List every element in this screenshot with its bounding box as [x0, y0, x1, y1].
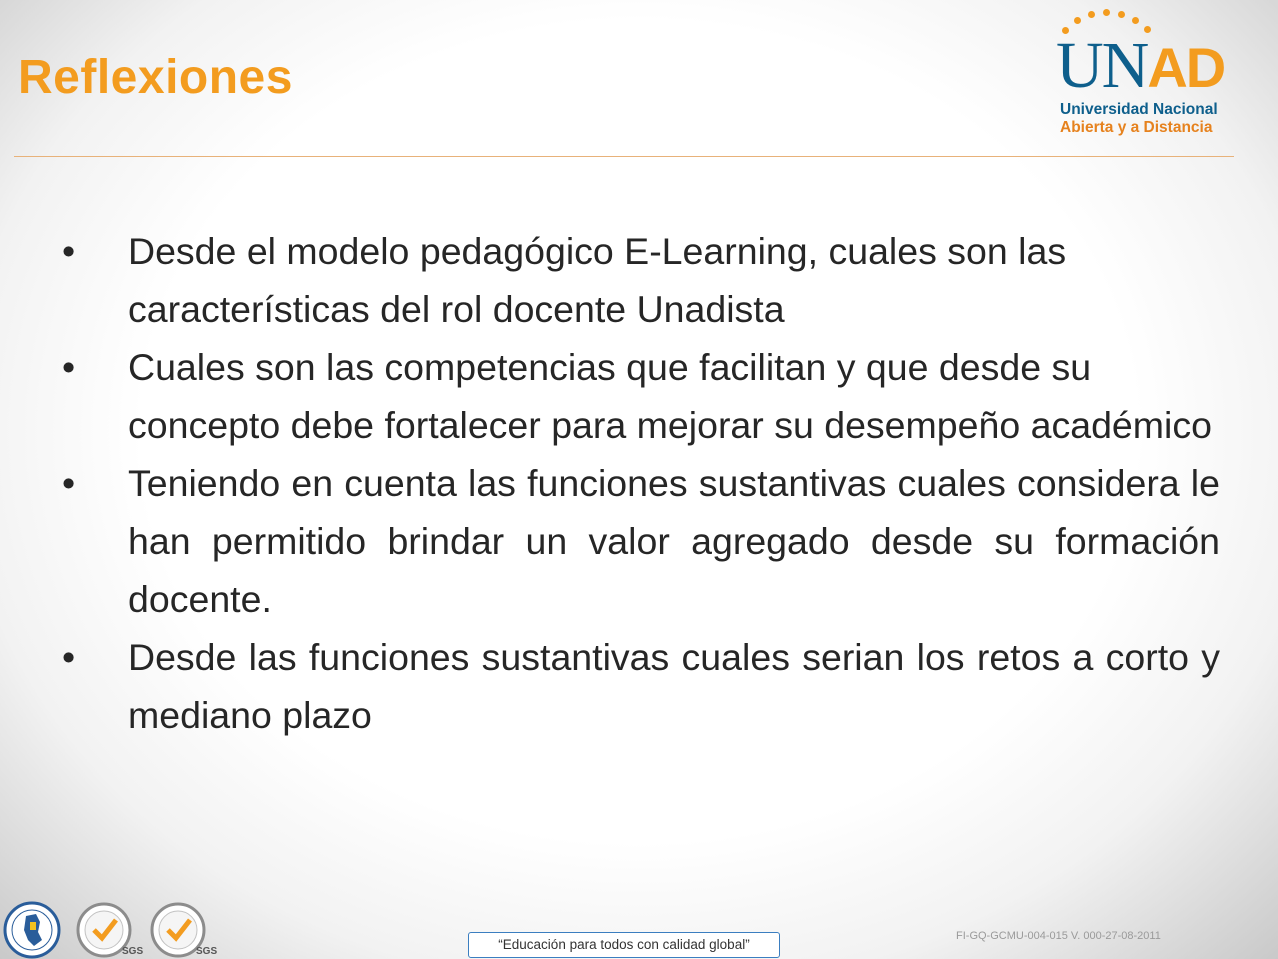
list-item-text: Desde las funciones sustantivas cuales serian los retos a corto y mediano plazo	[128, 636, 1220, 736]
colombia-seal-icon	[0, 896, 64, 958]
document-code: FI-GQ-GCMU-004-015 V. 000-27-08-2011	[956, 930, 1161, 942]
sgs-certification-seal-icon	[74, 896, 144, 958]
bullet-marker: •	[62, 346, 76, 388]
svg-text:SGS: SGS	[122, 946, 144, 957]
list-item	[60, 628, 1220, 744]
reflection-questions-list	[60, 222, 1220, 744]
sgs-certification-seal-icon	[148, 896, 218, 958]
list-item	[60, 338, 1220, 454]
bullet-marker: •	[62, 230, 76, 272]
list-item	[60, 222, 1220, 338]
logo-university-name: Universidad Nacional	[1060, 101, 1218, 118]
footer-slogan: “Educación para todos con calidad global”	[468, 932, 780, 958]
slide-title: Reflexiones	[18, 51, 293, 104]
bullet-marker: •	[62, 462, 76, 504]
logo-university-subtitle: Abierta y a Distancia	[1060, 119, 1213, 136]
list-item	[60, 454, 1220, 628]
title-divider	[14, 156, 1234, 157]
bullet-marker: •	[62, 636, 76, 678]
list-item-text: Desde el modelo pedagógico E-Learning, cuales son las características del rol docente Unadista	[128, 230, 1067, 330]
list-item-text: Cuales son las competencias que facilitan y que desde su concepto debe fortalecer para mejorar su desempeño académico	[128, 346, 1212, 446]
svg-text:SGS: SGS	[196, 946, 218, 957]
unad-logo	[1050, 5, 1240, 140]
list-item-text: Teniendo en cuenta las funciones sustantivas cuales considera le han permitido brindar un valor agregado desde su formación docente.	[128, 462, 1220, 620]
logo-wordmark: UNAD	[1056, 29, 1225, 102]
